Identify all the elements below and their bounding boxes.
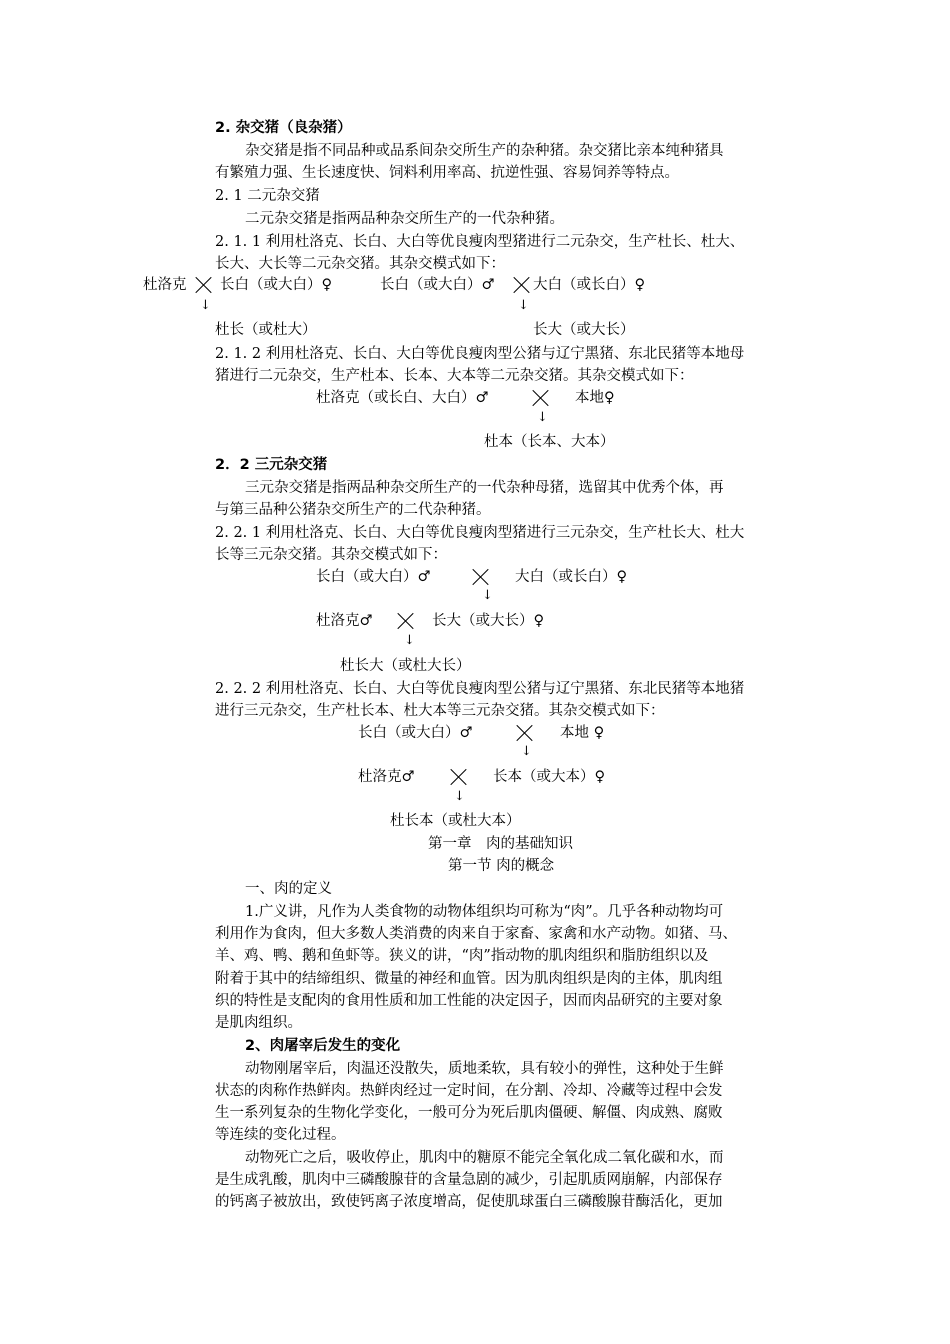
paragraph-line: 三元杂交猪是指两品种杂交所生产的一代杂种母猪，选留其中优秀个体，再 bbox=[245, 480, 724, 496]
paragraph-line: 二元杂交猪是指两品种杂交所生产的一代杂种猪。 bbox=[245, 211, 564, 227]
down-arrow-icon: ↓ bbox=[518, 298, 529, 313]
paragraph-line: 2. 2. 1 利用杜洛克、长白、大白等优良瘦肉型猪进行三元杂交，生产杜长大、杜大 bbox=[215, 525, 745, 541]
heading: 2、肉屠宰后发生的变化 bbox=[245, 1038, 401, 1054]
cross-symbol bbox=[532, 389, 550, 407]
offspring-label: 杜长大（或杜大长） bbox=[340, 658, 471, 674]
down-arrow-icon: ↓ bbox=[537, 410, 548, 425]
heading: 一、肉的定义 bbox=[245, 881, 332, 897]
paragraph-line: 动物刚屠宰后，肉温还没散失，质地柔软，具有较小的弹性，这种处于生鲜 bbox=[245, 1061, 724, 1077]
paragraph-line: 杂交猪是指不同品种或品系间杂交所生产的杂种猪。杂交猪比亲本纯种猪具 bbox=[245, 143, 724, 159]
paragraph-line: 2. 2. 2 利用杜洛克、长白、大白等优良瘦肉型公猪与辽宁黑猪、东北民猪等本地猪 bbox=[215, 681, 745, 697]
paragraph-line: 动物死亡之后，吸收停止，肌肉中的糖原不能完全氧化成二氧化碳和水，而 bbox=[245, 1150, 724, 1166]
down-arrow-icon: ↓ bbox=[482, 588, 493, 603]
cross-symbol bbox=[450, 768, 468, 786]
down-arrow-icon: ↓ bbox=[200, 298, 211, 313]
paragraph-line: 2. 1. 2 利用杜洛克、长白、大白等优良瘦肉型公猪与辽宁黑猪、东北民猪等本地母 bbox=[215, 346, 745, 362]
breed-label: 杜洛克♂ bbox=[358, 769, 415, 785]
paragraph-line: 是肌肉组织。 bbox=[215, 1015, 302, 1031]
paragraph-line: 猪进行二元杂交，生产杜本、长本、大本等二元杂交猪。其杂交模式如下： bbox=[215, 368, 694, 384]
paragraph-line: 羊、鸡、鸭、鹅和鱼虾等。狭义的讲，“肉”指动物的肌肉组织和脂肪组织以及 bbox=[215, 948, 709, 964]
paragraph-line: 长等三元杂交猪。其杂交模式如下： bbox=[215, 547, 447, 563]
cross-symbol bbox=[472, 568, 490, 586]
breed-label: 长白（或大白）♂ bbox=[316, 569, 431, 585]
paragraph-line: 1.广义讲，凡作为人类食物的动物体组织均可称为“肉”。几乎各种动物均可 bbox=[245, 904, 724, 920]
paragraph-line: 进行三元杂交，生产杜长本、杜大本等三元杂交猪。其杂交模式如下： bbox=[215, 703, 665, 719]
cross-symbol bbox=[513, 276, 531, 294]
paragraph-line: 等连续的变化过程。 bbox=[215, 1127, 346, 1143]
down-arrow-icon: ↓ bbox=[404, 633, 415, 648]
paragraph-line: 2. 1. 1 利用杜洛克、长白、大白等优良瘦肉型猪进行二元杂交，生产杜长、杜大、 bbox=[215, 234, 745, 250]
offspring-label: 长大（或大长） bbox=[533, 322, 635, 338]
breed-label: 杜洛克（或长白、大白）♂ bbox=[316, 390, 489, 406]
paragraph-line: 生一系列复杂的生物化学变化，一般可分为死后肌肉僵硬、解僵、肉成熟、腐败 bbox=[215, 1105, 723, 1121]
breed-label: 本地♀ bbox=[575, 390, 615, 406]
paragraph-line: 的钙离子被放出，致使钙离子浓度增高，促使肌球蛋白三磷酸腺苷酶活化，更加 bbox=[215, 1194, 723, 1210]
cross-symbol bbox=[516, 724, 534, 742]
section-2-2-title: 2．2 三元杂交猪 bbox=[215, 457, 328, 473]
paragraph-line: 织的特性是支配肉的食用性质和加工性能的决定因子，因而肉品研究的主要对象 bbox=[215, 993, 723, 1009]
breed-label: 杜洛克♂ bbox=[316, 613, 373, 629]
paragraph-line: 有繁殖力强、生长速度快、饲料利用率高、抗逆性强、容易饲养等特点。 bbox=[215, 165, 679, 181]
cross-symbol bbox=[195, 276, 213, 294]
breed-label: 本地 ♀ bbox=[560, 725, 605, 741]
paragraph-line: 与第三品种公猪杂交所生产的二代杂种猪。 bbox=[215, 502, 491, 518]
down-arrow-icon: ↓ bbox=[521, 744, 532, 759]
section-2-1-title: 2. 1 二元杂交猪 bbox=[215, 188, 320, 204]
breed-label: 大白（或长白）♀ bbox=[533, 277, 646, 293]
cross-symbol bbox=[397, 612, 415, 630]
paragraph-line: 状态的肉称作热鲜肉。热鲜肉经过一定时间，在分割、冷却、冷藏等过程中会发 bbox=[215, 1083, 723, 1099]
breed-label: 长白（或大白）♀ bbox=[220, 277, 333, 293]
section-2-title: 2. 杂交猪（良杂猪） bbox=[215, 120, 352, 136]
paragraph-line: 利用作为食肉，但大多数人类消费的肉来自于家畜、家禽和水产动物。如猪、马、 bbox=[215, 926, 737, 942]
breed-label: 大白（或长白）♀ bbox=[515, 569, 628, 585]
breed-label: 长白（或大白）♂ bbox=[380, 277, 495, 293]
paragraph-line: 是生成乳酸，肌肉中三磷酸腺苷的含量急剧的减少，引起肌质网崩解，内部保存 bbox=[215, 1172, 723, 1188]
chapter-title: 第一章 肉的基础知识 bbox=[428, 836, 573, 852]
section-title: 第一节 肉的概念 bbox=[448, 858, 555, 874]
paragraph-line: 附着于其中的结缔组织、微量的神经和血管。因为肌肉组织是肉的主体，肌肉组 bbox=[215, 971, 723, 987]
paragraph-line: 长大、大长等二元杂交猪。其杂交模式如下： bbox=[215, 256, 505, 272]
offspring-label: 杜本（长本、大本） bbox=[484, 434, 615, 450]
breed-label: 长本（或大本）♀ bbox=[493, 769, 606, 785]
down-arrow-icon: ↓ bbox=[454, 789, 465, 804]
offspring-label: 杜长本（或杜大本） bbox=[390, 813, 521, 829]
offspring-label: 杜长（或杜大） bbox=[215, 322, 317, 338]
breed-label: 长大（或大长）♀ bbox=[432, 613, 545, 629]
breed-label: 杜洛克 bbox=[143, 277, 187, 293]
breed-label: 长白（或大白）♂ bbox=[358, 725, 473, 741]
